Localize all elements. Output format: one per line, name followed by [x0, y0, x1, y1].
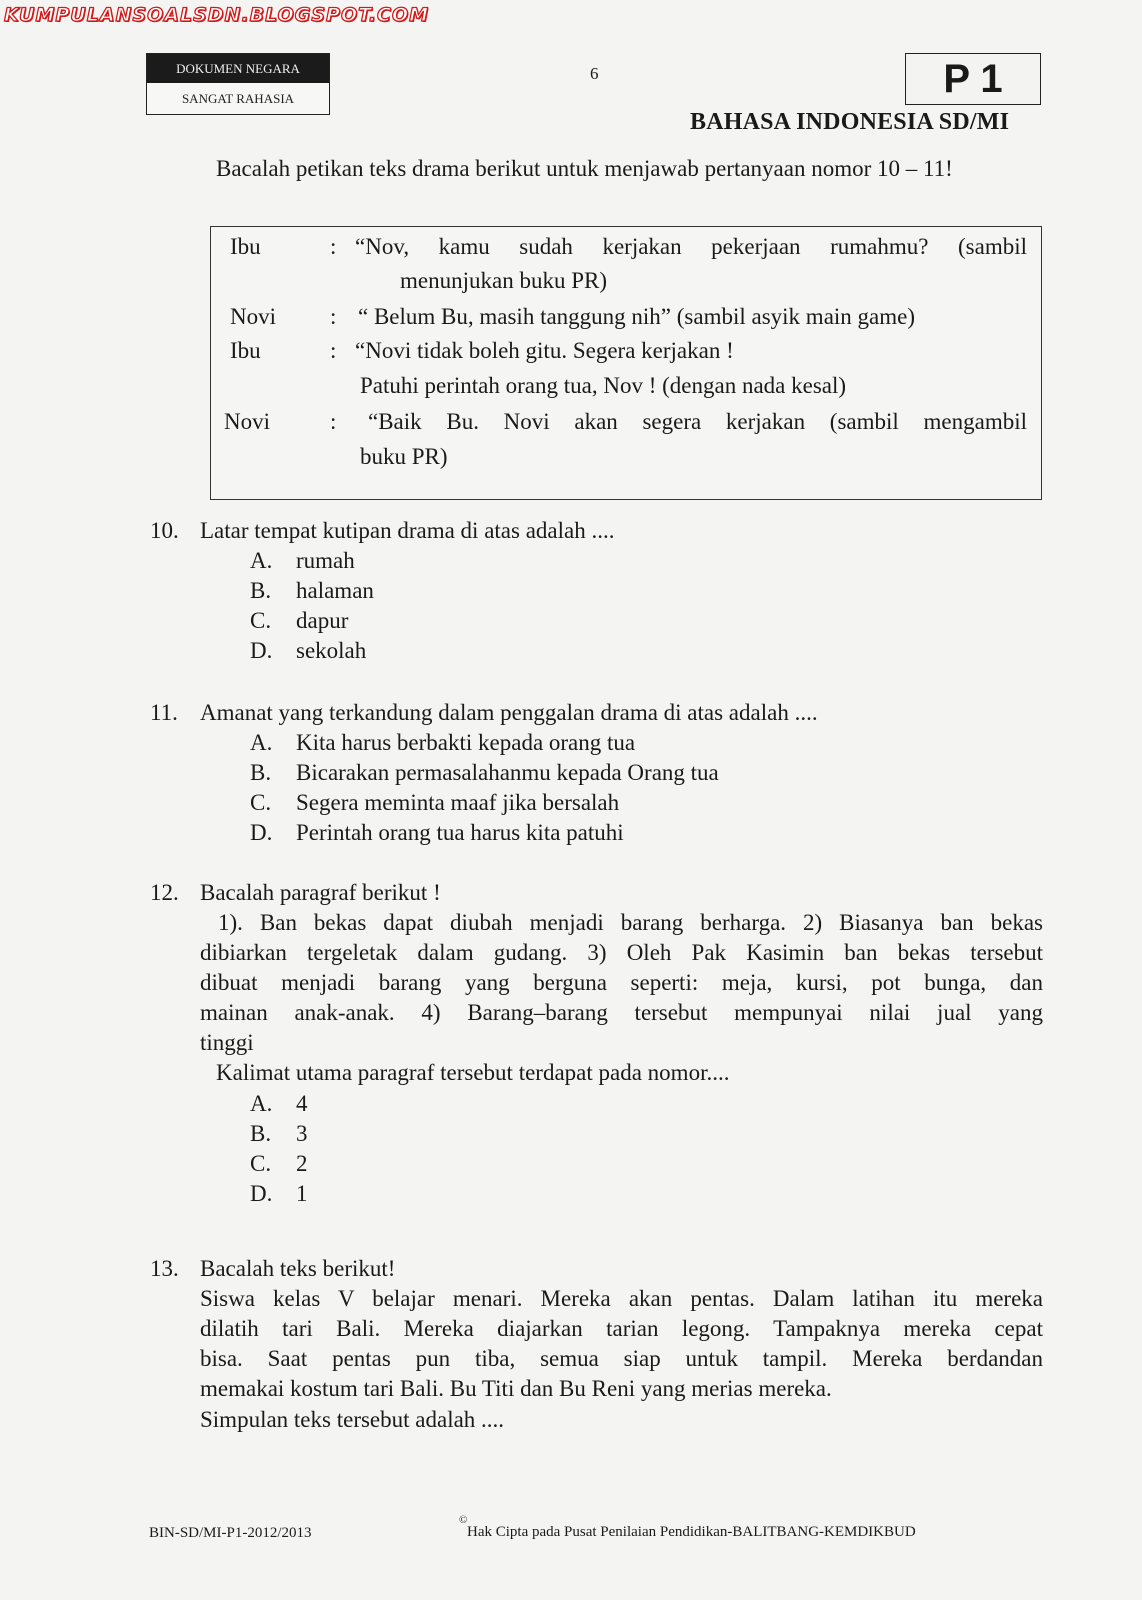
option-text: 2: [296, 1151, 308, 1176]
question-text: Amanat yang terkandung dalam penggalan drama di atas adalah ....: [200, 700, 818, 725]
watermark: KUMPULANSOALSDN.BLOGSPOT.COM: [4, 4, 430, 26]
option-text: 1: [296, 1181, 308, 1206]
drama-line: “ Belum Bu, masih tanggung nih” (sambil asyik main game): [358, 304, 916, 329]
drama-line: “Novi tidak boleh gitu. Segera kerjakan !: [355, 338, 734, 363]
footer-copyright: Hak Cipta pada Pusat Penilaian Pendidikan-BALITBANG-KEMDIKBUD: [467, 1524, 916, 1540]
paragraph-line: dilatih tari Bali. Mereka diajarkan tarian legong. Tampaknya mereka cepat: [200, 1316, 1043, 1341]
classification-top: DOKUMEN NEGARA: [147, 54, 329, 83]
paragraph-line: mainan anak-anak. 4) Barang–barang tersebut mempunyai nilai jual yang: [200, 1000, 1043, 1025]
question-prompt: Simpulan teks tersebut adalah ....: [200, 1407, 505, 1432]
paragraph-line: memakai kostum tari Bali. Bu Titi dan Bu Reni yang merias mereka.: [200, 1376, 832, 1401]
option-letter: B.: [250, 1121, 272, 1146]
classification-box: [146, 53, 330, 115]
paragraph-line: Siswa kelas V belajar menari. Mereka akan pentas. Dalam latihan itu mereka: [200, 1286, 1043, 1311]
drama-line: “Nov, kamu sudah kerjakan pekerjaan rumahmu? (sambil: [355, 234, 1027, 259]
package-code: P 1: [905, 53, 1041, 105]
drama-line: Patuhi perintah orang tua, Nov ! (dengan nada kesal): [360, 373, 847, 398]
page-number: 6: [590, 64, 599, 83]
option-text: halaman: [296, 578, 374, 603]
option-text: Perintah orang tua harus kita patuhi: [296, 820, 624, 845]
drama-line: buku PR): [360, 444, 448, 469]
paragraph-line: 1). Ban bekas dapat diubah menjadi barang berharga. 2) Biasanya ban bekas: [218, 910, 1043, 935]
option-letter: D.: [250, 1181, 273, 1206]
drama-colon: :: [330, 304, 337, 329]
paragraph-line: bisa. Saat pentas pun tiba, semua siap untuk tampil. Mereka berdandan: [200, 1346, 1043, 1371]
option-text: dapur: [296, 608, 349, 633]
question-text: Latar tempat kutipan drama di atas adalah ....: [200, 518, 615, 543]
option-text: sekolah: [296, 638, 367, 663]
instruction: Bacalah petikan teks drama berikut untuk menjawab pertanyaan nomor 10 – 11!: [216, 156, 953, 181]
drama-colon: :: [330, 409, 337, 434]
option-letter: A.: [250, 1091, 273, 1116]
drama-speaker: Ibu: [230, 338, 261, 363]
question-text: Bacalah paragraf berikut !: [200, 880, 441, 905]
drama-colon: :: [330, 338, 337, 363]
question-number: 13.: [150, 1256, 179, 1281]
paragraph-line: dibuat menjadi barang yang berguna seperti: meja, kursi, pot bunga, dan: [200, 970, 1043, 995]
drama-line: menunjukan buku PR): [400, 268, 607, 293]
paragraph-line: tinggi: [200, 1030, 254, 1055]
question-text: Bacalah teks berikut!: [200, 1256, 396, 1281]
paragraph-line: dibiarkan tergeletak dalam gudang. 3) Oleh Pak Kasimin ban bekas tersebut: [200, 940, 1043, 965]
footer-code: BIN-SD/MI-P1-2012/2013: [149, 1525, 312, 1541]
option-letter: C.: [250, 1151, 272, 1176]
option-text: 4: [296, 1091, 308, 1116]
drama-speaker: Ibu: [230, 234, 261, 259]
drama-speaker: Novi: [224, 409, 270, 434]
drama-speaker: Novi: [230, 304, 276, 329]
question-number: 11.: [150, 700, 178, 725]
option-letter: B.: [250, 578, 272, 603]
option-letter: B.: [250, 760, 272, 785]
subject-title: BAHASA INDONESIA SD/MI: [690, 109, 1010, 135]
option-text: Segera meminta maaf jika bersalah: [296, 790, 620, 815]
copyright-symbol: ©: [459, 1514, 468, 1526]
question-number: 12.: [150, 880, 179, 905]
question-prompt: Kalimat utama paragraf tersebut terdapat pada nomor....: [216, 1060, 730, 1085]
option-text: Kita harus berbakti kepada orang tua: [296, 730, 636, 755]
classification-bottom: SANGAT RAHASIA: [147, 83, 329, 114]
option-text: rumah: [296, 548, 355, 573]
drama-line: “Baik Bu. Novi akan segera kerjakan (sambil mengambil: [368, 409, 1027, 434]
option-letter: A.: [250, 548, 273, 573]
option-letter: D.: [250, 820, 273, 845]
question-number: 10.: [150, 518, 179, 543]
drama-colon: :: [330, 234, 337, 259]
option-letter: D.: [250, 638, 273, 663]
option-text: 3: [296, 1121, 308, 1146]
option-letter: C.: [250, 608, 272, 633]
option-text: Bicarakan permasalahanmu kepada Orang tua: [296, 760, 719, 785]
option-letter: C.: [250, 790, 272, 815]
option-letter: A.: [250, 730, 273, 755]
